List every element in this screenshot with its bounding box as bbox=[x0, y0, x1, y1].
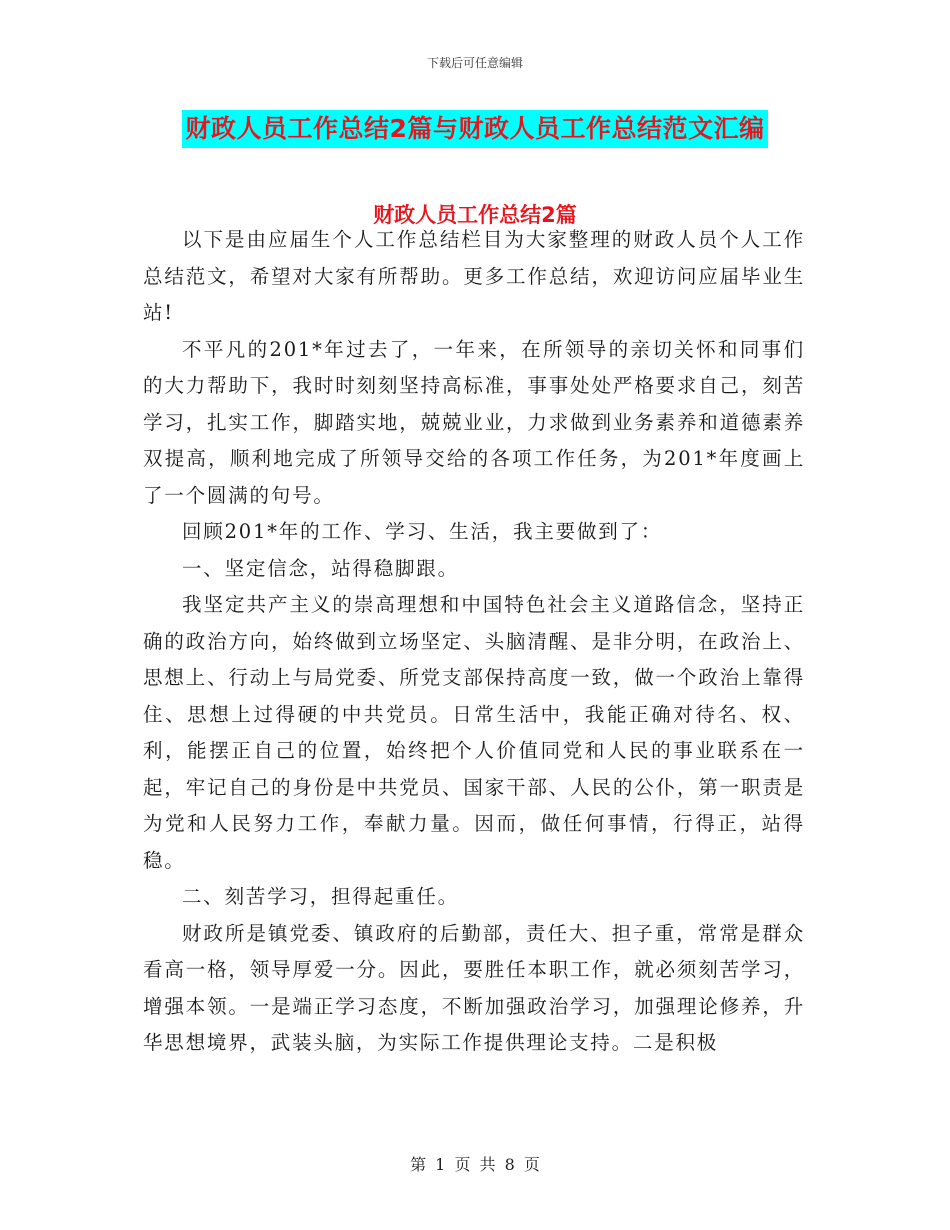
sub-title: 财政人员工作总结2篇 bbox=[373, 203, 577, 227]
section-heading: 二、刻苦学习，担得起重任。 bbox=[182, 885, 459, 908]
paragraph: 财政所是镇党委、镇政府的后勤部，责任大、担子重，常常是群众看高一格，领导厚爱一分。因此，要胜任本职工作，就必须刻苦学习，增强本领。一是端正学习态度，不断加强政治学习，加强理论修养，升华思想境界，武装头脑，为实际工作提供理论支持。二是积极 bbox=[143, 921, 805, 1054]
section-heading: 一、坚定信念，站得稳脚跟。 bbox=[182, 556, 459, 580]
paragraph: 以下是由应届生个人工作总结栏目为大家整理的财政人员个人工作总结范文，希望对大家有所帮助。更多工作总结，欢迎访问应届毕业生站! bbox=[143, 228, 805, 324]
document-body bbox=[143, 222, 805, 1062]
paragraph: 回顾201*年的工作、学习、生活，我主要做到了： bbox=[182, 520, 663, 543]
header-note: 下载后可任意编辑 bbox=[426, 56, 523, 70]
main-title: 财政人员工作总结2篇与财政人员工作总结范文汇编 bbox=[182, 110, 769, 148]
paragraph: 不平凡的201*年过去了，一年来，在所领导的亲切关怀和同事们的大力帮助下，我时时刻刻坚持高标准，事事处处严格要求自己，刻苦学习，扎实工作，脚踏实地，兢兢业业，力求做到业务素养和道德素养双提高，顺利地完成了所领导交给的各项工作任务，为201*年度画上了一个圆满的句号。 bbox=[143, 337, 805, 507]
main-title-container bbox=[0, 110, 950, 148]
page-footer: 第 1 页 共 8 页 bbox=[410, 1155, 540, 1174]
paragraph: 我坚定共产主义的崇高理想和中国特色社会主义道路信念，坚持正确的政治方向，始终做到立场坚定、头脑清醒、是非分明，在政治上、思想上、行动上与局党委、所党支部保持高度一致，做一个政治上靠得住、思想上过得硬的中共党员。日常生活中，我能正确对待名、权、利，能摆正自己的位置，始终把个人价值同党和人民的事业联系在一起，牢记自己的身份是中共党员、国家干部、人民的公仆，第一职责是为党和人民努力工作，奉献力量。因而，做任何事情，行得正，站得稳。 bbox=[143, 593, 805, 872]
